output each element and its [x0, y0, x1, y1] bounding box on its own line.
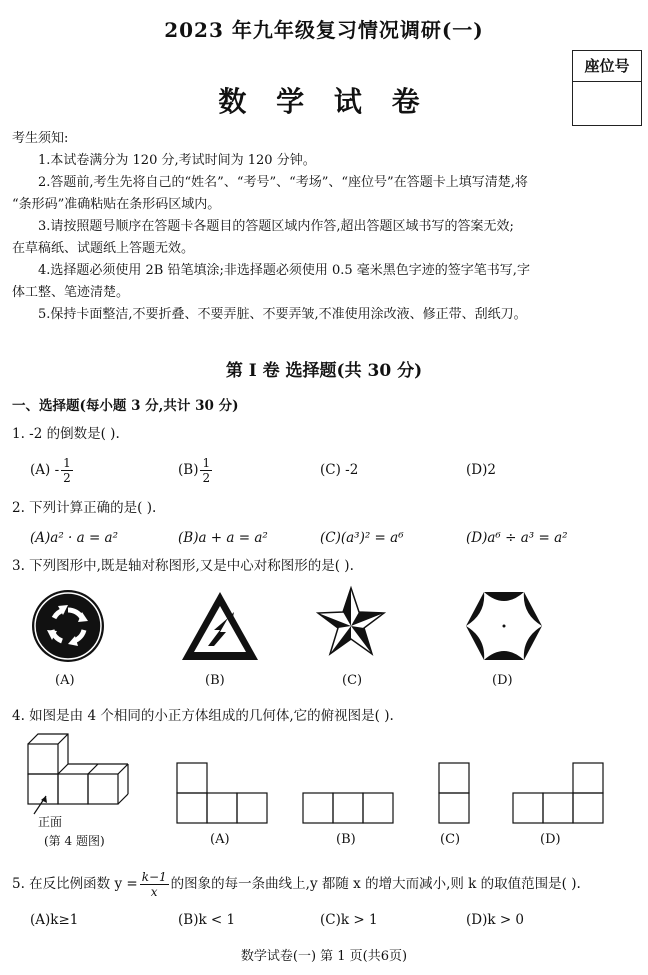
q5-stem-pre: 5. 在反比例函数 y =: [12, 876, 138, 892]
note-item: 5.保持卡面整洁,不要折叠、不要弄脏、不要弄皱,不准使用涂改液、修正带、刮纸刀。: [38, 307, 527, 322]
q4-label-d: (D): [540, 832, 561, 847]
q4-figure-c-top-view[interactable]: [438, 762, 470, 824]
q2-stem: 2. 下列计算正确的是( ).: [12, 500, 157, 516]
q2-option-a[interactable]: (A)a² · a = a²: [30, 530, 119, 546]
q5-option-a[interactable]: (A)k≥1: [30, 912, 79, 928]
q4-solid-figure: [26, 732, 136, 816]
q3-label-d: (D): [492, 673, 513, 688]
q5-option-c[interactable]: (C)k > 1: [320, 912, 378, 928]
q3-figure-a-roundabout-sign[interactable]: [30, 588, 106, 664]
exam-notes: [12, 128, 632, 326]
section-title: 第 I 卷 选择题(共 30 分): [225, 361, 423, 381]
q5-stem-post: 的图象的每一条曲线上,y 都随 x 的增大而减小,则 k 的取值范围是( ).: [170, 876, 581, 892]
q1-option-d[interactable]: (D)2: [466, 462, 496, 478]
q5-frac-den: x: [150, 885, 158, 899]
note-item: 体工整、笔迹清楚。: [12, 285, 130, 300]
exam-header-title: 2023 年九年级复习情况调研(一): [164, 18, 484, 42]
q4-figure-a-top-view[interactable]: [176, 762, 268, 824]
q1-b-num: 1: [202, 456, 211, 470]
q4-front-label: 正面: [38, 815, 63, 829]
page-footer: 数学试卷(一) 第 1 页(共6页): [240, 949, 408, 964]
q3-label-b: (B): [205, 673, 225, 688]
q4-label-c: (C): [440, 832, 461, 847]
q5-stem: [12, 866, 581, 902]
q1-a-prefix: (A) -: [30, 462, 60, 478]
q3-label-a: (A): [55, 673, 75, 688]
q1-b-prefix: (B): [178, 462, 199, 478]
note-item: 1.本试卷满分为 120 分,考试时间为 120 分钟。: [38, 153, 316, 168]
q1-a-num: 1: [63, 456, 71, 470]
note-item: 在草稿纸、试题纸上答题无效。: [12, 241, 195, 256]
q5-option-d[interactable]: (D)k > 0: [466, 912, 525, 928]
q4-label-a: (A): [210, 832, 230, 847]
q4-figure-caption: (第 4 题图): [44, 834, 105, 848]
paper-title: 数 学 试 卷: [218, 85, 430, 118]
q3-label-c: (C): [342, 673, 363, 688]
q1-b-den: 2: [202, 471, 211, 485]
q1-b-fraction: [200, 456, 212, 485]
q1-option-c[interactable]: (C) -2: [320, 462, 359, 478]
q4-figure-b-top-view[interactable]: [302, 792, 394, 824]
notes-heading: 考生须知:: [12, 131, 69, 146]
q2-option-b[interactable]: (B)a + a = a²: [178, 530, 268, 546]
q3-figure-b-warning-sign[interactable]: [180, 590, 260, 664]
q5-option-b[interactable]: (B)k < 1: [178, 912, 236, 928]
q3-stem: 3. 下列图形中,既是轴对称图形,又是中心对称图形的是( ).: [12, 558, 354, 574]
q5-fraction: [140, 870, 169, 899]
q5-frac-num: k−1: [141, 870, 167, 884]
q4-label-b: (B): [336, 832, 356, 847]
q4-figure-d-top-view[interactable]: [512, 762, 604, 824]
q2-option-c[interactable]: (C)(a³)² = a⁶: [320, 530, 404, 546]
q4-stem: 4. 如图是由 4 个相同的小正方体组成的几何体,它的俯视图是( ).: [12, 708, 394, 724]
q3-figure-d-hexagon[interactable]: [464, 590, 544, 662]
q1-option-a[interactable]: [30, 456, 75, 485]
q3-figure-c-star[interactable]: [316, 586, 386, 660]
q1-a-den: 2: [63, 471, 71, 485]
note-item: 3.请按照题号顺序在答题卡各题目的答题区域内作答,超出答题区域书写的答案无效;: [38, 219, 514, 234]
seat-number-label: 座位号: [573, 51, 641, 82]
note-item: 4.选择题必须使用 2B 铅笔填涂;非选择题必须使用 0.5 毫米黑色字迹的签字笔书写,字: [38, 263, 530, 278]
q2-option-d[interactable]: (D)a⁶ ÷ a³ = a²: [466, 530, 568, 546]
part-heading: 一、选择题(每小题 3 分,共计 30 分): [12, 398, 239, 414]
note-item: “条形码”准确粘贴在条形码区域内。: [12, 197, 221, 212]
note-item: 2.答题前,考生先将自己的“姓名”、“考号”、“考场”、“座位号”在答题卡上填写清楚,将: [38, 175, 528, 190]
q1-stem: 1. -2 的倒数是( ).: [12, 426, 120, 442]
q1-option-b[interactable]: [178, 456, 214, 485]
q1-a-fraction: [61, 456, 73, 485]
